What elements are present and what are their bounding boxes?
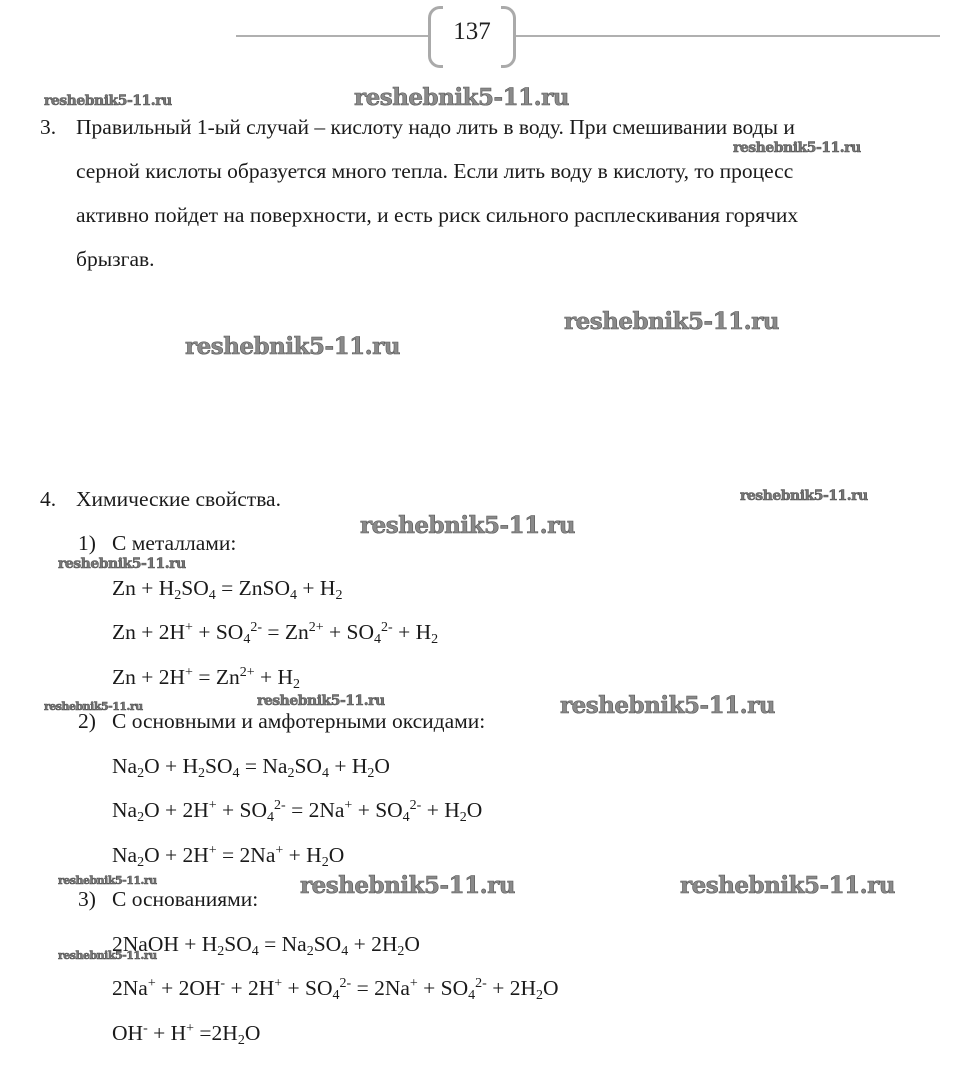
superscript: 2+ xyxy=(308,620,324,635)
subscript: 2 xyxy=(306,943,314,959)
equation-text: O xyxy=(374,753,390,778)
equation xyxy=(112,1020,260,1046)
superscript: + xyxy=(185,664,193,680)
subscript: 4 xyxy=(251,943,259,959)
superscript: 2- xyxy=(250,620,262,635)
watermark: reshebnik5-11.ru xyxy=(733,140,861,156)
item-4-number: 4. xyxy=(40,487,57,511)
subitem-title: С металлами: xyxy=(112,531,237,555)
watermark: reshebnik5-11.ru xyxy=(680,872,895,899)
equation-text: = Zn xyxy=(261,620,309,644)
watermark: reshebnik5-11.ru xyxy=(58,556,186,572)
watermark: reshebnik5-11.ru xyxy=(360,512,575,539)
equation-text: Zn + H xyxy=(112,575,175,600)
watermark: reshebnik5-11.ru xyxy=(44,700,143,713)
subscript: 2 xyxy=(198,765,206,781)
equation-text: O xyxy=(244,1020,261,1045)
equation xyxy=(112,619,438,645)
subscript: 2 xyxy=(293,676,301,692)
subitem-number: 2) xyxy=(78,709,96,733)
subitem-number: 1) xyxy=(78,531,96,555)
subscript: 2 xyxy=(237,1032,245,1048)
equation-text: Na xyxy=(112,842,138,867)
equation-text: + SO xyxy=(323,620,375,644)
superscript: 2- xyxy=(274,798,286,813)
subscript: 4 xyxy=(208,587,216,603)
superscript: + xyxy=(275,842,284,858)
subscript: 4 xyxy=(243,632,251,647)
equation xyxy=(112,931,420,957)
equation-text: = 2Na xyxy=(285,798,345,822)
subscript: 2 xyxy=(397,943,405,959)
subscript: 2 xyxy=(535,988,543,1003)
watermark: reshebnik5-11.ru xyxy=(58,874,157,887)
equation-text: + H xyxy=(147,1020,187,1045)
subscript: 4 xyxy=(402,810,410,825)
superscript: - xyxy=(220,976,226,991)
equation-text: + SO xyxy=(282,976,333,1000)
subscript: 4 xyxy=(267,810,275,825)
equation-text: SO xyxy=(294,753,322,778)
subscript: 4 xyxy=(232,765,240,781)
subscript: 4 xyxy=(321,765,329,781)
page-number-box xyxy=(428,6,516,64)
superscript: - xyxy=(143,1020,148,1036)
equation-text: + 2H xyxy=(348,931,398,956)
item-3-line: Правильный 1-ый случай – кислоту надо лить в воду. При смешивании воды и xyxy=(76,115,795,139)
superscript: + xyxy=(208,798,217,813)
superscript: + xyxy=(344,798,353,813)
subscript: 2 xyxy=(137,854,145,870)
equation xyxy=(112,753,390,779)
equation-text: Na xyxy=(112,753,138,778)
subscript: 2 xyxy=(137,765,145,781)
watermark: reshebnik5-11.ru xyxy=(560,692,775,719)
subitem-number: 3) xyxy=(78,887,96,911)
superscript: + xyxy=(208,842,217,858)
equation-text: Na xyxy=(112,798,138,822)
equation-text: SO xyxy=(205,753,233,778)
subscript: 2 xyxy=(459,810,467,825)
equation xyxy=(112,842,344,868)
page-number: 137 xyxy=(453,18,491,45)
equation-text: SO xyxy=(181,575,209,600)
equation-text: SO xyxy=(313,931,342,956)
equation-text: =2H xyxy=(194,1020,238,1045)
equation-text: = Na xyxy=(258,931,307,956)
superscript: 2+ xyxy=(239,664,255,680)
equation-text: + H xyxy=(421,798,460,822)
equation-text: = 2Na xyxy=(216,842,276,867)
item-3-line: брызгав. xyxy=(76,247,155,271)
equation-text: O + H xyxy=(144,753,199,778)
superscript: + xyxy=(186,1020,195,1036)
subscript: 2 xyxy=(217,943,225,959)
superscript: + xyxy=(409,976,418,991)
header-rule-right xyxy=(516,35,940,37)
subitem-title: С основными и амфотерными оксидами: xyxy=(112,709,486,733)
equation-text: 2NaOH + H xyxy=(112,931,218,956)
watermark: reshebnik5-11.ru xyxy=(185,333,400,360)
subscript: 2 xyxy=(431,632,439,647)
subscript: 2 xyxy=(137,810,145,825)
item-3-number: 3. xyxy=(40,115,57,139)
equation xyxy=(112,664,300,690)
equation-text: 2Na xyxy=(112,976,148,1000)
superscript: 2- xyxy=(381,620,393,635)
equation xyxy=(112,797,482,823)
equation-text: OH xyxy=(112,1020,144,1045)
superscript: + xyxy=(185,620,193,635)
watermark: reshebnik5-11.ru xyxy=(44,93,172,109)
equation-text: + H xyxy=(392,620,432,644)
subscript: 4 xyxy=(290,587,298,603)
superscript: 2- xyxy=(409,798,422,813)
subscript: 2 xyxy=(335,587,343,603)
equation-text: + SO xyxy=(417,976,469,1000)
equation-text: = ZnSO xyxy=(215,575,291,600)
equation-text: + H xyxy=(328,753,368,778)
equation-text: + H xyxy=(283,842,322,867)
equation-text: O xyxy=(404,931,420,956)
subscript: 4 xyxy=(374,632,382,647)
item-3-line: серной кислоты образуется много тепла. Если лить воду в кислоту, то процесс xyxy=(76,159,794,183)
watermark: reshebnik5-11.ru xyxy=(564,308,779,335)
watermark: reshebnik5-11.ru xyxy=(740,488,868,504)
equation-text: + SO xyxy=(352,798,403,822)
equation-text: + H xyxy=(297,575,336,600)
equation-text: + 2H xyxy=(486,976,536,1000)
header-rule-left xyxy=(236,35,428,37)
equation-text: + 2OH xyxy=(155,976,221,1000)
watermark: reshebnik5-11.ru xyxy=(354,84,569,111)
subscript: 4 xyxy=(332,988,340,1003)
watermark: reshebnik5-11.ru xyxy=(300,872,515,899)
equation-text: = 2Na xyxy=(351,976,410,1000)
equation-text: + H xyxy=(254,664,294,689)
equation-text: O xyxy=(328,842,345,867)
subscript: 2 xyxy=(174,587,182,603)
superscript: + xyxy=(147,976,156,991)
equation-text: O + 2H xyxy=(144,842,209,867)
equation-text: Zn + 2H xyxy=(112,620,186,644)
subscript: 2 xyxy=(367,765,375,781)
superscript: + xyxy=(274,976,283,991)
equation-text: O xyxy=(466,798,483,822)
equation-text: = Zn xyxy=(192,664,240,689)
subscript: 4 xyxy=(341,943,349,959)
equation-text: + 2H xyxy=(225,976,275,1000)
equation xyxy=(112,975,559,1001)
watermark: reshebnik5-11.ru xyxy=(257,693,385,709)
subscript: 4 xyxy=(468,988,476,1003)
equation-text: + SO xyxy=(216,798,268,822)
subscript: 2 xyxy=(287,765,295,781)
subitem-title: С основаниями: xyxy=(112,887,259,911)
superscript: 2- xyxy=(339,976,352,991)
equation-text: = Na xyxy=(239,753,288,778)
item-4-title: Химические свойства. xyxy=(76,487,281,511)
equation-text: Zn + 2H xyxy=(112,664,186,689)
item-3-line: активно пойдет на поверхности, и есть риск сильного расплескивания горячих xyxy=(76,203,799,227)
equation-text: O xyxy=(542,976,559,1000)
equation xyxy=(112,575,342,601)
superscript: 2- xyxy=(475,976,487,991)
equation-text: + SO xyxy=(192,620,244,644)
subscript: 2 xyxy=(321,854,329,870)
watermark: reshebnik5-11.ru xyxy=(58,949,157,962)
equation-text: SO xyxy=(224,931,252,956)
equation-text: O + 2H xyxy=(144,798,209,822)
